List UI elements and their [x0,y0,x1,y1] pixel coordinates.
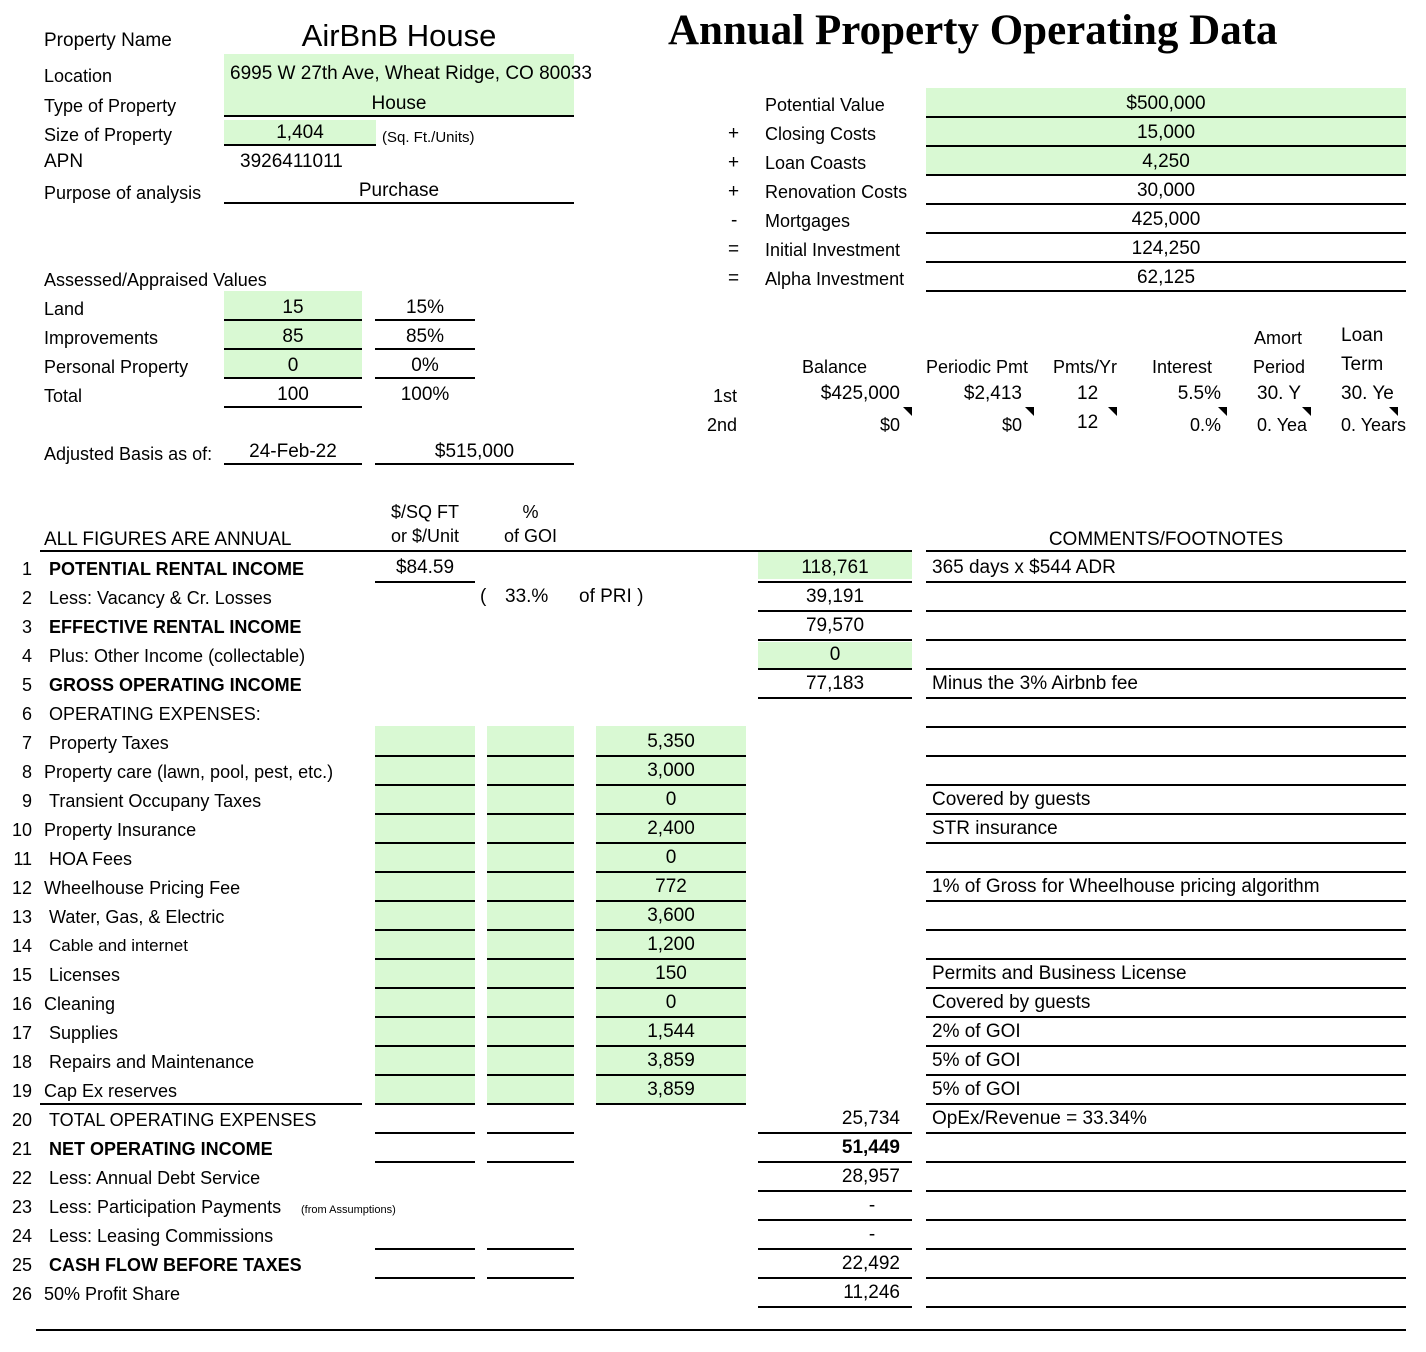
underline [596,813,746,815]
investment-label: Alpha Investment [765,269,905,289]
underline [926,1306,1406,1308]
investment-sign: - [731,210,738,231]
line-label: Less: Vacancy & Cr. Losses [49,588,272,608]
line-label: TOTAL OPERATING EXPENSES [49,1110,317,1130]
underline [487,1277,574,1279]
line-number: 2 [21,588,32,608]
expense-value[interactable]: 150 [655,963,687,984]
size-underline [224,144,376,146]
page-title: Annual Property Operating Data [668,7,1278,54]
line-number: 25 [11,1255,32,1275]
line-total: 51,449 [841,1137,900,1158]
adjusted-basis-value: $515,000 [434,441,515,462]
underline [926,813,1406,815]
line-label: Transient Occupany Taxes [49,791,262,811]
apn-label: APN [44,151,84,172]
expense-value[interactable]: 3,000 [647,760,695,781]
type-underline [224,115,574,117]
investment-value[interactable]: 425,000 [1131,209,1201,230]
loan-interest[interactable]: 5.5% [1177,383,1221,404]
line-number: 14 [11,936,32,956]
line-label: Cable and internet [49,936,188,955]
investment-underline [926,261,1406,263]
loan-label: 2nd [707,415,738,435]
line-label: Cap Ex reserves [44,1081,178,1101]
line-total: - [868,1195,876,1216]
underline [758,610,912,612]
expense-value[interactable]: 772 [655,876,687,897]
underline [596,958,746,960]
underline [926,1103,1406,1105]
assessed-pct: 15% [405,297,445,318]
underline [375,348,475,350]
col-header-sqft: $/SQ FT [390,502,459,522]
investment-underline [926,203,1406,205]
underline [926,755,1406,757]
line-number: 10 [11,820,32,840]
loan-term[interactable]: 0. Years [1341,415,1406,435]
investment-sign: + [728,152,740,173]
underline [758,1248,912,1250]
line-label: POTENTIAL RENTAL INCOME [49,559,305,579]
underline [487,1074,574,1076]
line-number: 11 [13,849,32,869]
underline [487,1103,574,1105]
underline [224,348,362,350]
col-header-unit: or $/Unit [390,526,460,546]
investment-label: Loan Coasts [765,153,867,173]
investment-value[interactable]: 15,000 [1136,122,1196,143]
line-label: Cleaning [44,994,116,1014]
underline [375,377,475,379]
col-header-pct: % [522,502,539,522]
investment-label: Potential Value [765,95,885,115]
line-label: Less: Leasing Commissions [49,1226,274,1246]
line-total[interactable]: 118,761 [801,557,869,578]
purpose-underline [224,202,574,204]
underline [487,900,574,902]
assessed-heading: Assessed/Appraised Values [44,270,267,290]
comment-marker-icon[interactable] [903,407,912,416]
line-total: 28,957 [841,1166,900,1187]
investment-value[interactable]: $500,000 [1126,93,1206,114]
line-total[interactable]: 0 [829,644,841,665]
loan-header-interest: Interest [1152,357,1213,377]
line-number: 18 [11,1052,32,1072]
assessed-pct: 85% [405,326,445,347]
location-label: Location [44,66,113,86]
underline [758,1132,912,1134]
underline [375,929,475,931]
underline [375,755,475,757]
line-label: Plus: Other Income (collectable) [49,646,306,666]
underline [926,1219,1406,1221]
purpose-label: Purpose of analysis [44,183,202,203]
line-number: 12 [11,878,32,898]
loan-amort[interactable]: 0. Yea [1257,415,1308,435]
underline [926,987,1406,989]
underline [926,639,1406,641]
assessed-value[interactable]: 15 [282,297,304,318]
line-total: 22,492 [841,1253,900,1274]
underline [926,668,1406,670]
line-label: Licenses [49,965,121,985]
loan-header-periodic: Periodic Pmt [926,357,1029,377]
investment-underline [926,290,1406,292]
line-number: 20 [11,1110,32,1130]
comment-marker-icon[interactable] [1108,407,1117,416]
underline [375,1277,475,1279]
line-label: Repairs and Maintenance [49,1052,255,1072]
line-number: 9 [21,791,32,811]
comment-cell[interactable]: Covered by guests [932,789,1091,810]
size-unit: (Sq. Ft./Units) [382,129,475,146]
underline [375,319,475,321]
loan-label: 1st [713,386,738,406]
line-label: HOA Fees [49,849,133,869]
underline [596,1016,746,1018]
underline [375,1248,475,1250]
comment-cell[interactable]: Minus the 3% Airbnb fee [932,673,1138,694]
comment-cell[interactable]: 365 days x $544 ADR [932,557,1116,578]
underline [224,463,362,465]
line-number: 8 [21,762,32,782]
underline [375,463,574,465]
line-number: 24 [11,1226,32,1246]
loan-header-period: Period [1253,357,1306,377]
line-label: CASH FLOW BEFORE TAXES [49,1255,302,1275]
line-number: 4 [21,646,32,666]
assessed-value[interactable]: 85 [282,326,304,347]
underline [375,1016,475,1018]
underline [487,1045,574,1047]
investment-underline [926,145,1406,147]
line-label: Property Insurance [44,820,197,840]
assessed-value: 100 [277,384,309,405]
underline [596,784,746,786]
comment-cell[interactable]: 5% of GOI [932,1079,1021,1100]
line-label: Supplies [49,1023,119,1043]
line-number: 1 [21,559,32,579]
underline [375,900,475,902]
investment-sign: + [728,181,740,202]
investment-underline [926,174,1406,176]
investment-value[interactable]: 62,125 [1136,267,1196,288]
line-label: 50% Profit Share [44,1284,181,1304]
type-label: Type of Property [44,96,177,116]
assessed-label: Total [44,386,83,406]
purpose-value[interactable]: Purchase [358,180,440,201]
underline [487,784,574,786]
underline [375,842,475,844]
expense-value[interactable]: 1,200 [647,934,695,955]
underline [375,1103,475,1105]
underline [758,1277,912,1279]
property-name-label: Property Name [44,30,172,51]
line-number: 3 [21,617,32,637]
underline [487,958,574,960]
underline [758,668,912,670]
loan-header-loan: Loan [1341,325,1384,346]
vacancy-open-paren: ( [480,586,487,607]
underline [758,1306,912,1308]
underline [487,842,574,844]
comment-cell[interactable]: Permits and Business License [932,963,1187,984]
line-number: 19 [11,1081,32,1101]
line-total: 77,183 [805,673,865,694]
loan-header-amort: Amort [1254,328,1303,348]
line-total: 79,570 [805,615,865,636]
assessed-pct: 100% [400,384,450,405]
expense-value[interactable]: 3,859 [647,1050,695,1071]
line-total: 25,734 [841,1108,900,1129]
underline [487,987,574,989]
comment-cell[interactable]: 1% of Gross for Wheelhouse pricing algorithm [932,876,1320,897]
underline [487,813,574,815]
underline [596,871,746,873]
underline [487,871,574,873]
line-number: 21 [11,1139,32,1159]
line-number: 23 [11,1197,32,1217]
bottom-rule [36,1329,1406,1331]
underline [596,929,746,931]
underline [596,842,746,844]
underline [926,784,1406,786]
underline [758,697,912,699]
underline [375,813,475,815]
line-label: GROSS OPERATING INCOME [49,675,302,695]
investment-sign: = [728,239,740,260]
underline [758,581,912,583]
line-note: (from Assumptions) [301,1204,396,1216]
assessed-label: Improvements [44,328,159,348]
expense-value[interactable]: 0 [665,847,677,868]
line-number: 5 [21,675,32,695]
line-label: Property Taxes [49,733,169,753]
assessed-label: Land [44,299,85,319]
underline [926,929,1406,931]
vacancy-pct-value[interactable]: 33.% [505,586,549,607]
comment-marker-icon[interactable] [1389,407,1398,416]
underline [375,871,475,873]
assessed-label: Personal Property [44,357,189,377]
vacancy-of-pri: of PRI ) [579,586,644,607]
underline [926,1016,1406,1018]
expense-value[interactable]: 0 [665,992,677,1013]
loan-pmts-yr[interactable]: 12 [1077,412,1099,433]
line-number: 17 [11,1023,32,1043]
line-label: OPERATING EXPENSES: [49,704,261,724]
loan-header-pmts: Pmts/Yr [1053,357,1118,377]
line-number: 13 [11,907,32,927]
underline [596,987,746,989]
line-label: Less: Participation Payments [49,1197,282,1217]
underline [487,929,574,931]
line-number: 22 [11,1168,32,1188]
underline [758,1190,912,1192]
header-rule [926,550,1406,552]
underline [926,1277,1406,1279]
loan-header-term: Term [1341,354,1384,375]
underline [375,1045,475,1047]
all-figures-heading: ALL FIGURES ARE ANNUAL [44,529,292,550]
col-header-goi: of GOI [503,526,557,546]
underline [596,755,746,757]
investment-sign: + [728,123,740,144]
line-number: 26 [11,1284,32,1304]
underline [375,581,475,583]
underline [926,581,1406,583]
property-name-value[interactable]: AirBnB House [301,18,497,53]
line-total: 11,246 [843,1282,900,1303]
comment-cell[interactable]: OpEx/Revenue = 33.34% [932,1108,1147,1129]
investment-sign: = [728,268,740,289]
line-number: 6 [21,704,32,724]
comments-heading: COMMENTS/FOOTNOTES [1048,529,1284,550]
underline [375,784,475,786]
underline [926,1161,1406,1163]
loan-pmts-yr[interactable]: 12 [1077,383,1099,404]
size-value[interactable]: 1,404 [276,122,324,143]
line-total: 39,191 [805,586,865,607]
line-label: NET OPERATING INCOME [49,1139,273,1159]
apn-value[interactable]: 3926411011 [240,151,343,172]
assessed-pct: 0% [411,355,439,376]
underline [375,1074,475,1076]
underline [487,1161,574,1163]
underline [926,697,1406,699]
underline [596,1103,746,1105]
underline [487,1248,574,1250]
line-number: 7 [21,733,32,753]
loan-periodic-pmt: $2,413 [963,383,1022,404]
expense-value[interactable]: 3,600 [647,905,695,926]
underline [758,1219,912,1221]
underline [224,406,362,408]
loan-balance[interactable]: $425,000 [820,383,900,404]
loan-balance[interactable]: $0 [879,415,900,435]
underline [596,1045,746,1047]
comment-cell[interactable]: STR insurance [932,818,1058,839]
loan-term[interactable]: 30. Ye [1341,383,1394,404]
comment-cell[interactable]: 2% of GOI [932,1021,1021,1042]
underline [926,1190,1406,1192]
underline [926,1074,1406,1076]
expense-value[interactable]: 2,400 [647,818,695,839]
investment-underline [926,232,1406,234]
expense-value[interactable]: 1,544 [647,1021,695,1042]
adjusted-basis-label: Adjusted Basis as of: [44,444,213,464]
adjusted-basis-date[interactable]: 24-Feb-22 [249,441,337,462]
line-label: Property care (lawn, pool, pest, etc.) [44,762,334,782]
line-number: 15 [11,965,32,985]
line-label: EFFECTIVE RENTAL INCOME [49,617,302,637]
location-value[interactable]: 6995 W 27th Ave, Wheat Ridge, CO 80033 [230,63,592,84]
underline [758,639,912,641]
underline [487,1016,574,1018]
underline [926,1248,1406,1250]
investment-underline [926,116,1406,118]
investment-value[interactable]: 4,250 [1142,151,1190,172]
comment-marker-icon[interactable] [1025,407,1034,416]
underline [926,958,1406,960]
underline [926,1132,1406,1134]
type-value[interactable]: House [371,93,427,114]
line-number: 16 [11,994,32,1014]
comment-cell[interactable]: 5% of GOI [932,1050,1021,1071]
investment-label: Mortgages [765,211,851,231]
loan-header-balance: Balance [802,357,868,377]
comment-marker-icon[interactable] [1218,407,1227,416]
underline [375,1161,475,1163]
underline [375,1132,475,1134]
underline [487,1132,574,1134]
expense-value[interactable]: 3,859 [647,1079,695,1100]
loan-interest[interactable]: 0.% [1189,415,1221,435]
underline [224,319,362,321]
underline [596,900,746,902]
underline [926,726,1406,728]
underline [758,1161,912,1163]
expense-value[interactable]: 0 [665,789,677,810]
investment-value[interactable]: 30,000 [1136,180,1196,201]
line-label: Water, Gas, & Electric [49,907,225,927]
underline [926,842,1406,844]
investment-label: Initial Investment [765,240,901,260]
expense-value[interactable]: 5,350 [647,731,695,752]
underline [926,610,1406,612]
assessed-value[interactable]: 0 [287,355,299,376]
underline [375,958,475,960]
loan-periodic-pmt: $0 [1001,415,1022,435]
comment-cell[interactable]: Covered by guests [932,992,1091,1013]
underline [926,900,1406,902]
line-total: - [868,1224,876,1245]
comment-marker-icon[interactable] [1302,407,1311,416]
underline [926,1045,1406,1047]
underline [926,871,1406,873]
underline [487,755,574,757]
line-sqft-value: $84.59 [395,557,455,578]
size-label: Size of Property [44,125,173,145]
underline [40,1103,362,1105]
underline [596,1074,746,1076]
investment-value[interactable]: 124,250 [1131,238,1201,259]
investment-label: Renovation Costs [765,182,908,202]
line-label: Less: Annual Debt Service [49,1168,261,1188]
investment-label: Closing Costs [765,124,877,144]
underline [375,987,475,989]
loan-amort[interactable]: 30. Y [1257,383,1302,404]
line-label: Wheelhouse Pricing Fee [44,878,241,898]
underline [224,377,362,379]
